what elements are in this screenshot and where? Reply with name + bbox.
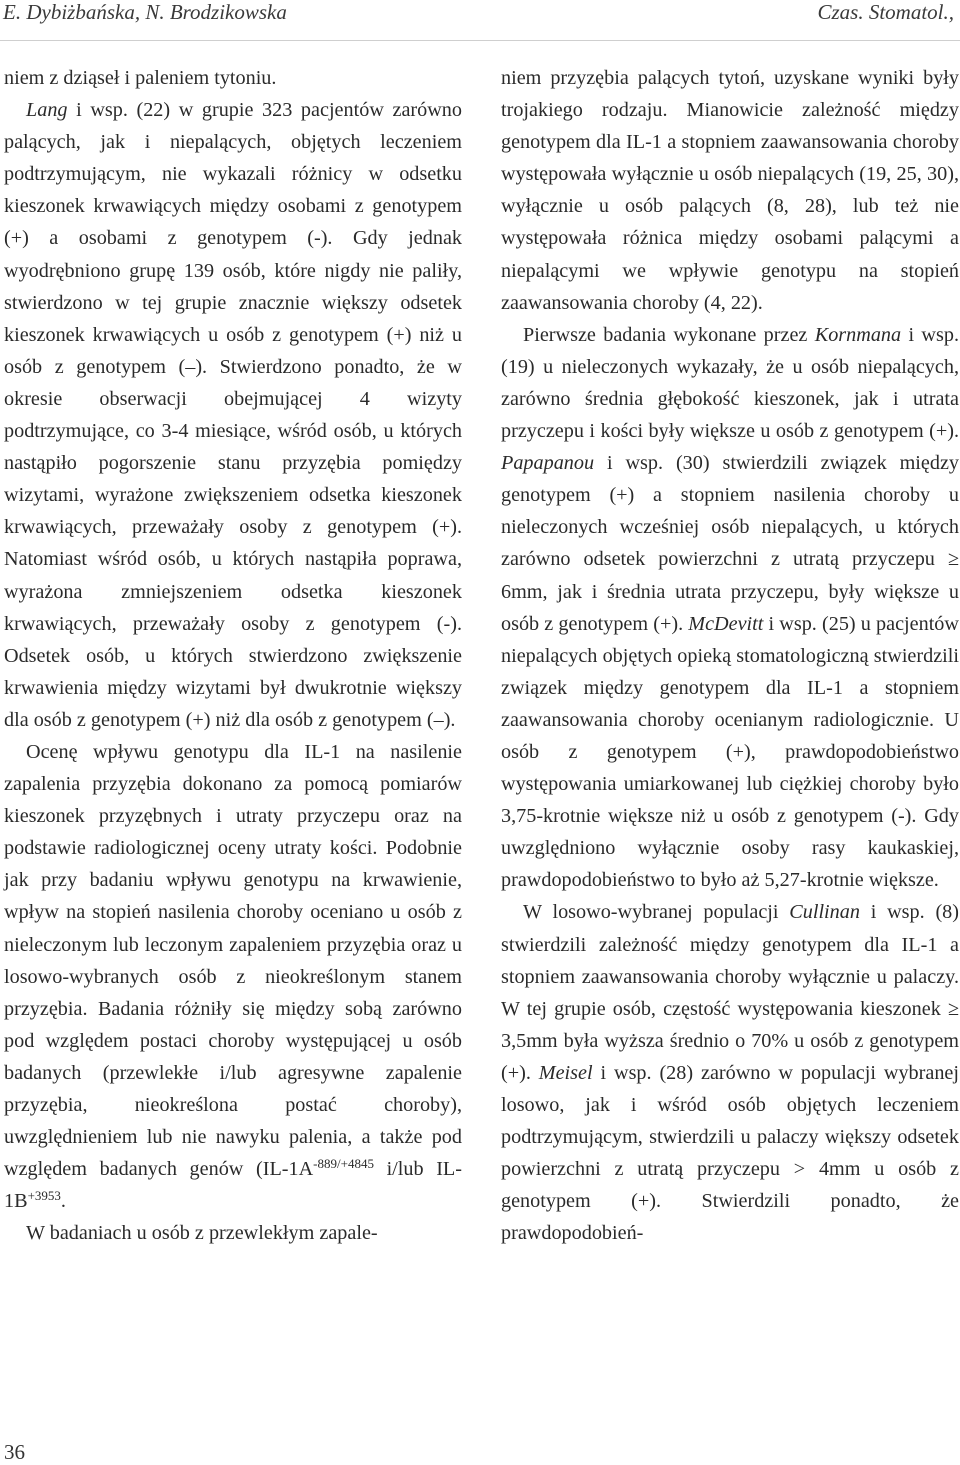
citation-author: Papapanou xyxy=(501,452,595,475)
superscript-il1a: -889/+4845 xyxy=(313,1156,374,1172)
paragraph-first-studies: Pierwsze badania wykonane przez Kornmana i wsp. (19) u nieleczonych wykazały, że u osób niepalących, zarówno średnia głębokość kieszonek, jak i utrata przyczepu i kości były większe u osób z genotypem (+). Papapanou i wsp. (30) stwierdzili związek między genotypem (+) a stopniem nasilenia choroby u nieleczonych wcześniej osób niepalących, u których zarówno odsetek powierzchni z utratą przyczepu ≥ 6mm, jak i średnia utrata przyczepu, były większe u osób z genotypem (+). McDevitt i wsp. (25) u pacjentów niepalących objętych opieką stomatologiczną stwierdzili związek między genotypem dla IL-1 a stopniem zaawansowania choroby ocenianym radiologicznie. U osób z genotypem (+), prawdopodobieństwo występowania umiarkowanej lub ciężkiej choroby było 3,75-krotnie większe niż u osób z genotypem (-). Gdy uwzględniono wyłącznie osoby rasy kaukaskiej, prawdopodobieństwo to było aż 5,27-krotnie większe. xyxy=(501,323,960,892)
left-column xyxy=(4,62,462,1249)
header-divider xyxy=(0,40,960,41)
paragraph-severity: Ocenę wpływu genotypu dla IL-1 na nasilenie zapalenia przyzębia dokonano za pomocą pomiarów kieszonek przyzębnych i utraty przyczepu oraz na podstawie radiologicznej oceny utraty kości. Podobnie jak przy badaniu wpływu genotypu na krwawienie, wpływ na stopień nasilenia choroby oceniano u osób z nieleczonym lub leczonym zapaleniem przyzębia oraz u losowo-wybranych osób z nieokreślonym stanem przyzębia. Badania różniły się między sobą zarówno pod względem postaci choroby występującej u osób badanych (przewlekłe i/lub agresywne zapalenie przyzębia, nieokreślona postać choroby), uwzględnieniem lub nie nawyku palenia, a także pod względem badanych genów ($IL-1A^{-889/+4845}$ i/lub $IL-1B^{+3953}$. xyxy=(4,740,462,1213)
running-header-journal: Czas. Stomatol., xyxy=(817,0,954,24)
right-column xyxy=(501,62,959,1249)
citation-author: Cullinan xyxy=(789,901,860,924)
paragraph-random-population: W losowo-wybranej populacji Cullinan i wsp. (8) stwierdzili zależność między genotypem dla IL-1 a stopniem zaawansowania choroby wyłącznie u palaczy. W tej grupie osób, częstość występowania kieszonek ≥ 3,5mm była wyższa średnio o 70% u osób z genotypem (+). Meisel i wsp. (28) zarówno w populacji wybranej losowo, jak i wśród osób objętych leczeniem podtrzymującym, stwierdzili u palaczy większy odsetek powierzchni z utratą przyczepu > 4mm u osób z genotypem (+). Stwierdzili ponadto, że prawdopodobień- xyxy=(501,901,959,1245)
citation-author: Kornmana xyxy=(814,323,902,346)
citation-author: Meisel xyxy=(538,1061,593,1084)
superscript-il1b: +3953 xyxy=(27,1188,61,1204)
running-header-authors: E. Dybiżbańska, N. Brodzikowska xyxy=(3,0,287,24)
page-number: 36 xyxy=(4,1440,25,1464)
paragraph-results: niem przyzębia palących tytoń, uzyskane wyniki były trojakiego rodzaju. Mianowicie zależność między genotypem dla IL-1 a stopniem zaawansowania choroby występowała wyłącznie u osób niepalących (19, 25, 30), wyłącznie u osób palących (8, 28), lub też nie występowała różnica między osobami palącymi a niepalącymi we wpływie genotypu na stopień zaawansowania choroby (4, 22). xyxy=(501,67,959,314)
citation-author: Lang xyxy=(26,99,68,122)
paragraph-lang: Lang i wsp. (22) w grupie 323 pacjentów zarówno palących, jak i niepalących, objętych leczeniem podtrzymującym, nie wykazali różnicy w odsetku kieszonek krwawiących między osobami z genotypem (+) a osobami z genotypem (-). Gdy jednak wyodrębniono grupę 139 osób, które nigdy nie paliły, stwierdzono w tej grupie znacznie większy odsetek kieszonek krwawiących u osób z genotypem (+) niż u osób z genotypem (–). Stwierdzono ponadto, że w okresie obserwacji obejmującej 4 wizyty podtrzymujące, co 3-4 miesiące, wśród osób, u których nastąpiło pogorszenie stanu przyzębia pomiędzy wizytami, wyrażone zwiększeniem odsetka kieszonek krwawiących, przeważały osoby z genotypem (+). Natomiast wśród osób, u których nastąpiła poprawa, wyrażona zmniejszeniem odsetka kieszonek krwawiących, przeważały osoby z genotypem (-). Odsetek osób, u których stwierdzono zwiększenie krwawienia między wizytami był dwukrotnie większy dla osób z genotypem (+) niż dla osób z genotypem (–). xyxy=(4,99,462,731)
paragraph-smokers-start: W badaniach u osób z przewlekłym zapale- xyxy=(26,1222,378,1245)
citation-author: McDevitt xyxy=(688,612,764,635)
paragraph-continuation: niem z dziąseł i paleniem tytoniu. xyxy=(4,67,277,89)
